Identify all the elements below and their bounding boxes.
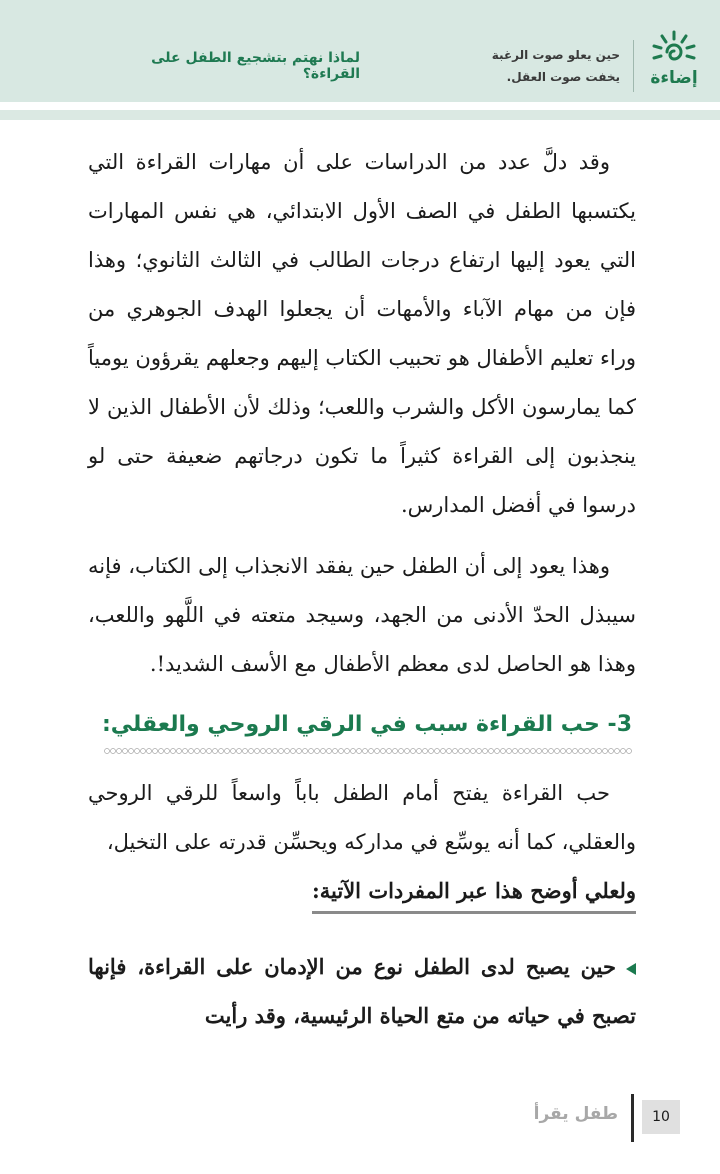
section-heading: 3- حب القراءة سبب في الرقي الروحي والعقلي: [101, 712, 632, 737]
underlined-line-wrapper [88, 867, 636, 916]
header-stripe [0, 110, 720, 120]
bullet-item [88, 942, 636, 1040]
page-header [0, 0, 720, 102]
triangle-bullet-icon [626, 963, 636, 975]
header-separator [0, 102, 720, 110]
idaa-logo [650, 30, 698, 92]
tagline-line-1: حين يعلو صوت الرغبة [491, 48, 620, 62]
sun-logo-icon [650, 30, 698, 66]
header-divider [633, 40, 634, 92]
page-content [88, 138, 636, 1040]
tagline [492, 44, 620, 88]
tagline-line-2: يخفت صوت العقل. [506, 70, 620, 84]
chapter-title: لماذا نهتم بتشجيع الطفل على القراءة؟ [151, 50, 360, 82]
paragraph-2: وهذا يعود إلى أن الطفل حين يفقد الانجذاب إلى الكتاب، فإنه سيبذل الحدّ الأدنى من الجهد، وسيجد متعته في اللَّهو واللعب، وهذا هو الحاصل لدى معظم الأطفال مع الأسف الشديد!. [88, 554, 636, 676]
page-number: 10 [642, 1100, 680, 1134]
paragraph-3: حب القراءة يفتح أمام الطفل باباً واسعاً للرقي الروحي والعقلي، كما أنه يوسِّع في مداركه ويحسِّن قدرته على التخيل، [88, 781, 636, 854]
decorative-rule [104, 747, 632, 755]
paragraph-1: وقد دلَّ عدد من الدراسات على أن مهارات القراءة التي يكتسبها الطفل في الصف الأول الابتدائي، هي نفس المهارات التي يعود إليها ارتفاع درجات الطالب في الثالث الثانوي؛ وهذا فإن من مهام الآباء والأمهات أن يجعلوا الهدف الجوهري من وراء تعليم الأطفال هو تحبيب الكتاب إليهم وجعلهم يقرؤون يومياً كما يمارسون الأكل والشرب واللعب؛ وذلك لأن الأطفال الذين لا ينجذبون إلى القراءة كثيراً ما تكون درجاتهم ضعيفة حتى لو درسوا في أفضل المدارس. [88, 150, 636, 517]
footer-divider [631, 1094, 634, 1142]
underlined-line: ولعلي أوضح هذا عبر المفردات الآتية: [312, 871, 636, 914]
bullet-text: حين يصبح لدى الطفل نوع من الإدمان على القراءة، فإنها تصبح في حياته من متع الحياة الرئيسية، وقد رأيت [88, 954, 636, 1028]
logo-text: إضاءة [650, 68, 698, 88]
book-title: طفل يقرأ [533, 1104, 618, 1124]
